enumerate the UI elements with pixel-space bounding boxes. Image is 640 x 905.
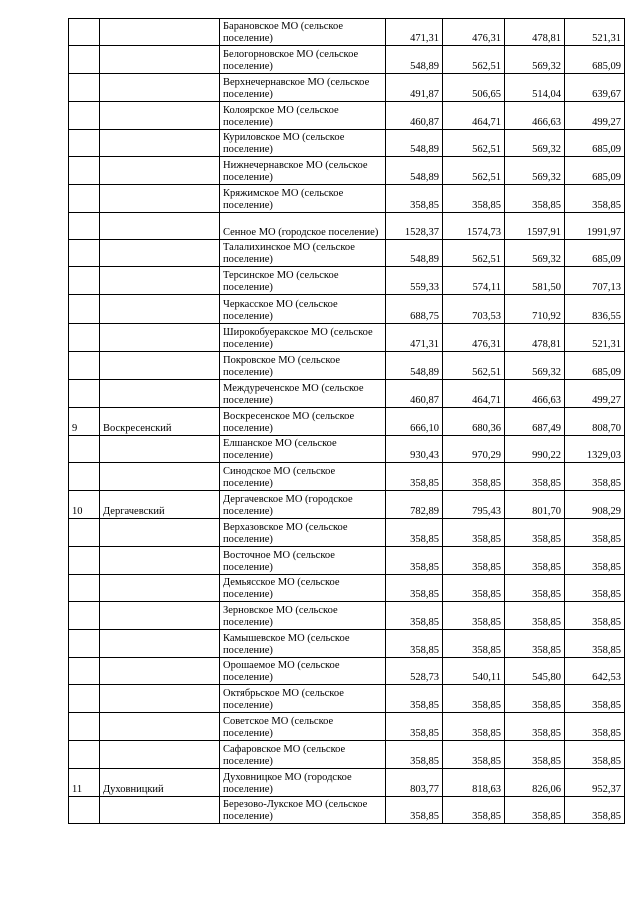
value-3: 358,85 [505,185,565,213]
value-2: 562,51 [443,240,505,267]
value-2: 540,11 [443,658,505,685]
value-1: 548,89 [386,240,443,267]
district-name: Духовницкий [100,769,220,797]
district-name [100,157,220,185]
value-4: 358,85 [565,547,625,575]
municipality-name: Восточное МО (сельское поселение) [220,547,386,575]
table-row [69,741,625,769]
value-1: 548,89 [386,46,443,74]
value-1: 358,85 [386,630,443,658]
value-1: 666,10 [386,408,443,436]
table-row [69,463,625,491]
value-4: 358,85 [565,630,625,658]
row-number [69,741,100,769]
table-row [69,295,625,324]
row-number [69,602,100,630]
district-name [100,324,220,352]
table-row [69,267,625,295]
table-row [69,797,625,824]
value-1: 528,73 [386,658,443,685]
value-2: 818,63 [443,769,505,797]
value-3: 358,85 [505,630,565,658]
row-number [69,713,100,741]
table-row [69,713,625,741]
value-3: 569,32 [505,240,565,267]
district-name [100,240,220,267]
value-2: 562,51 [443,46,505,74]
value-2: 703,53 [443,295,505,324]
value-1: 358,85 [386,713,443,741]
value-3: 801,70 [505,491,565,519]
municipality-name: Демьясское МО (сельское поселение) [220,575,386,602]
table-row [69,46,625,74]
municipality-name: Советское МО (сельское поселение) [220,713,386,741]
value-3: 478,81 [505,324,565,352]
value-1: 358,85 [386,797,443,824]
municipality-name: Воскресенское МО (сельское поселение) [220,408,386,436]
district-name [100,658,220,685]
table-body [69,19,625,824]
row-number [69,436,100,463]
value-1: 688,75 [386,295,443,324]
district-name [100,267,220,295]
table-row [69,602,625,630]
value-3: 358,85 [505,547,565,575]
table-row [69,380,625,408]
municipality-name: Орошаемое МО (сельское поселение) [220,658,386,685]
table-row [69,157,625,185]
value-2: 358,85 [443,685,505,713]
value-2: 574,11 [443,267,505,295]
value-3: 358,85 [505,602,565,630]
value-4: 1991,97 [565,213,625,240]
district-name: Дергачевский [100,491,220,519]
value-2: 476,31 [443,19,505,46]
value-4: 358,85 [565,463,625,491]
row-number [69,324,100,352]
value-2: 562,51 [443,352,505,380]
municipality-name: Октябрьское МО (сельское поселение) [220,685,386,713]
table-row [69,408,625,436]
value-4: 685,09 [565,46,625,74]
value-2: 476,31 [443,324,505,352]
value-1: 358,85 [386,602,443,630]
value-3: 545,80 [505,658,565,685]
municipality-name: Широкобуеракское МО (сельское поселение) [220,324,386,352]
value-4: 685,09 [565,352,625,380]
value-4: 808,70 [565,408,625,436]
tariff-table [68,18,625,824]
value-2: 464,71 [443,102,505,130]
value-3: 990,22 [505,436,565,463]
table-row [69,436,625,463]
value-1: 782,89 [386,491,443,519]
municipality-name: Талалихинское МО (сельское поселение) [220,240,386,267]
value-1: 930,43 [386,436,443,463]
table-row [69,519,625,547]
row-number [69,519,100,547]
value-1: 358,85 [386,547,443,575]
table-row [69,213,625,240]
municipality-name: Березово-Лукское МО (сельское поселение) [220,797,386,824]
value-3: 358,85 [505,685,565,713]
table-row [69,491,625,519]
municipality-name: Елшанское МО (сельское поселение) [220,436,386,463]
table-row [69,324,625,352]
value-4: 358,85 [565,575,625,602]
table-row [69,352,625,380]
value-3: 569,32 [505,46,565,74]
row-number [69,19,100,46]
value-1: 358,85 [386,741,443,769]
row-number [69,240,100,267]
table-row [69,102,625,130]
district-name [100,185,220,213]
value-3: 569,32 [505,352,565,380]
value-3: 358,85 [505,463,565,491]
row-number: 11 [69,769,100,797]
value-3: 478,81 [505,19,565,46]
row-number [69,630,100,658]
district-name [100,46,220,74]
municipality-name: Барановское МО (сельское поселение) [220,19,386,46]
value-1: 491,87 [386,74,443,102]
value-4: 358,85 [565,685,625,713]
municipality-name: Черкасское МО (сельское поселение) [220,295,386,324]
district-name [100,74,220,102]
district-name [100,352,220,380]
table-row [69,658,625,685]
value-4: 358,85 [565,602,625,630]
row-number [69,213,100,240]
municipality-name: Верхнечернавское МО (сельское поселение) [220,74,386,102]
value-4: 836,55 [565,295,625,324]
district-name [100,130,220,157]
municipality-name: Белогорновское МО (сельское поселение) [220,46,386,74]
district-name [100,213,220,240]
row-number: 10 [69,491,100,519]
row-number [69,157,100,185]
municipality-name: Куриловское МО (сельское поселение) [220,130,386,157]
district-name [100,295,220,324]
row-number [69,74,100,102]
value-4: 499,27 [565,102,625,130]
municipality-name: Зерновское МО (сельское поселение) [220,602,386,630]
row-number [69,685,100,713]
value-3: 466,63 [505,380,565,408]
value-4: 499,27 [565,380,625,408]
district-name [100,575,220,602]
value-1: 358,85 [386,463,443,491]
value-2: 464,71 [443,380,505,408]
row-number [69,658,100,685]
municipality-name: Колоярское МО (сельское поселение) [220,102,386,130]
value-3: 514,04 [505,74,565,102]
district-name [100,519,220,547]
value-1: 548,89 [386,352,443,380]
table-row [69,685,625,713]
value-2: 358,85 [443,519,505,547]
row-number [69,295,100,324]
municipality-name: Терсинское МО (сельское поселение) [220,267,386,295]
value-4: 1329,03 [565,436,625,463]
value-3: 581,50 [505,267,565,295]
value-3: 466,63 [505,102,565,130]
district-name [100,630,220,658]
value-3: 358,85 [505,575,565,602]
table-row [69,575,625,602]
value-4: 358,85 [565,797,625,824]
value-1: 548,89 [386,157,443,185]
table-row [69,240,625,267]
value-3: 1597,91 [505,213,565,240]
value-1: 803,77 [386,769,443,797]
value-3: 358,85 [505,519,565,547]
municipality-name: Камышевское МО (сельское поселение) [220,630,386,658]
value-1: 460,87 [386,102,443,130]
value-3: 687,49 [505,408,565,436]
table-row [69,547,625,575]
value-4: 639,67 [565,74,625,102]
row-number [69,185,100,213]
value-3: 569,32 [505,130,565,157]
value-2: 358,85 [443,185,505,213]
row-number [69,797,100,824]
value-2: 358,85 [443,630,505,658]
value-2: 506,65 [443,74,505,102]
value-1: 471,31 [386,19,443,46]
value-1: 358,85 [386,185,443,213]
value-2: 358,85 [443,713,505,741]
value-2: 358,85 [443,741,505,769]
municipality-name: Сафаровское МО (сельское поселение) [220,741,386,769]
value-2: 562,51 [443,130,505,157]
value-3: 826,06 [505,769,565,797]
row-number: 9 [69,408,100,436]
district-name: Воскресенский [100,408,220,436]
district-name [100,547,220,575]
value-4: 358,85 [565,185,625,213]
row-number [69,463,100,491]
value-4: 685,09 [565,157,625,185]
value-1: 358,85 [386,575,443,602]
row-number [69,352,100,380]
district-name [100,436,220,463]
value-4: 908,29 [565,491,625,519]
value-1: 460,87 [386,380,443,408]
table-row [69,130,625,157]
value-1: 1528,37 [386,213,443,240]
value-3: 710,92 [505,295,565,324]
district-name [100,463,220,491]
value-3: 569,32 [505,157,565,185]
value-4: 685,09 [565,130,625,157]
row-number [69,547,100,575]
municipality-name: Кряжимское МО (сельское поселение) [220,185,386,213]
row-number [69,130,100,157]
table-row [69,769,625,797]
municipality-name: Синодское МО (сельское поселение) [220,463,386,491]
municipality-name: Нижнечернавское МО (сельское поселение) [220,157,386,185]
value-4: 521,31 [565,324,625,352]
value-4: 358,85 [565,713,625,741]
value-4: 642,53 [565,658,625,685]
table-row [69,74,625,102]
district-name [100,797,220,824]
district-name [100,380,220,408]
row-number [69,46,100,74]
value-3: 358,85 [505,713,565,741]
value-2: 358,85 [443,797,505,824]
value-1: 548,89 [386,130,443,157]
district-name [100,713,220,741]
value-4: 707,13 [565,267,625,295]
value-2: 358,85 [443,463,505,491]
value-3: 358,85 [505,741,565,769]
value-4: 358,85 [565,741,625,769]
value-2: 562,51 [443,157,505,185]
value-2: 358,85 [443,547,505,575]
table-row [69,185,625,213]
value-2: 795,43 [443,491,505,519]
row-number [69,380,100,408]
municipality-name: Сенное МО (городское поселение) [220,213,386,240]
municipality-name: Междуреченское МО (сельское поселение) [220,380,386,408]
table-row [69,19,625,46]
district-name [100,741,220,769]
row-number [69,102,100,130]
value-1: 358,85 [386,519,443,547]
value-2: 358,85 [443,602,505,630]
value-4: 685,09 [565,240,625,267]
district-name [100,19,220,46]
municipality-name: Верхазовское МО (сельское поселение) [220,519,386,547]
municipality-name: Духовницкое МО (городское поселение) [220,769,386,797]
value-4: 358,85 [565,519,625,547]
value-2: 970,29 [443,436,505,463]
value-2: 1574,73 [443,213,505,240]
value-1: 559,33 [386,267,443,295]
value-4: 521,31 [565,19,625,46]
value-1: 358,85 [386,685,443,713]
district-name [100,602,220,630]
value-4: 952,37 [565,769,625,797]
table-row [69,630,625,658]
value-2: 358,85 [443,575,505,602]
municipality-name: Дергачевское МО (городское поселение) [220,491,386,519]
district-name [100,102,220,130]
row-number [69,267,100,295]
district-name [100,685,220,713]
value-2: 680,36 [443,408,505,436]
municipality-name: Покровское МО (сельское поселение) [220,352,386,380]
value-1: 471,31 [386,324,443,352]
value-3: 358,85 [505,797,565,824]
row-number [69,575,100,602]
